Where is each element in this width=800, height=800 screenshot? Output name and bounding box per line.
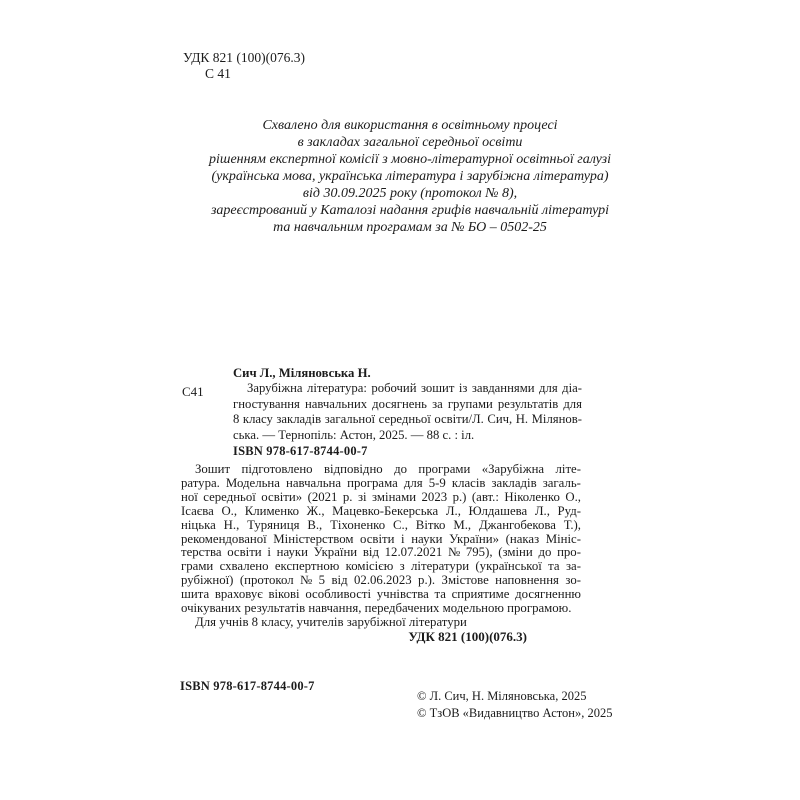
text-line: рекомендованої Міністерством освіти і науки України» (наказ Мініс- bbox=[181, 531, 581, 546]
text-line: грами схвалено експертною комісією з літератури (української та за- bbox=[181, 559, 581, 574]
text-line: ська. — Тернопіль: Астон, 2025. — 88 с. : іл. bbox=[233, 427, 475, 442]
udk-classification-bottom: УДК 821 (100)(076.3) bbox=[408, 629, 527, 644]
text-line: © ТзОВ «Видавництво Астон», 2025 bbox=[417, 705, 613, 720]
isbn-main: ISBN 978-617-8744-00-7 bbox=[233, 444, 368, 458]
biblio-margin-code: С41 bbox=[182, 384, 204, 399]
text-line: ніцька Н., Туряниця В., Тіхоненко С., Вітко М., Джангобекова Т.), bbox=[181, 517, 581, 532]
text-line: © Л. Сич, Н. Міляновська, 2025 bbox=[417, 689, 587, 703]
text-line: (українська мова, українська література і зарубіжна література) bbox=[211, 169, 609, 184]
copyright-block bbox=[417, 688, 613, 721]
text-line: очікуваних результатів навчання, передбачених модельною програмою. bbox=[181, 601, 572, 616]
text-line: ної середньої освіти» (2021 р. зі змінами 2023 р.) (авт.: Ніколенко О., bbox=[181, 489, 581, 504]
text-line: Зошит підготовлено відповідно до програми «Зарубіжна літе- bbox=[195, 462, 581, 476]
annotation-paragraph bbox=[181, 463, 581, 630]
text-line: ратура. Модельна навчальна програма для 5-9 класів закладів загаль- bbox=[181, 475, 581, 490]
text-line: рішенням експертної комісії з мовно-літературної освітньої галузі bbox=[208, 152, 611, 167]
isbn-footer: ISBN 978-617-8744-00-7 bbox=[180, 679, 315, 693]
udk-number: УДК 821 (100)(076.3) bbox=[183, 50, 306, 65]
biblio-description bbox=[233, 381, 582, 443]
approval-notice bbox=[180, 117, 640, 236]
text-line: 8 класу закладів загальної середньої освіти/Л. Сич, Н. Мілянов- bbox=[233, 412, 582, 427]
author-sign-code: С 41 bbox=[205, 66, 231, 81]
text-line: Для учнів 8 класу, учителів зарубіжної літератури bbox=[195, 614, 467, 629]
text-line: терства освіти і науки України від 12.07.2021 № 795), (зміни до про- bbox=[181, 545, 581, 560]
text-line: шита враховує вікові особливості учнівства та сприятиме досягненню bbox=[181, 587, 581, 602]
text-line: в закладах загальної середньої освіти bbox=[297, 135, 523, 150]
bibliographic-record bbox=[233, 366, 582, 443]
text-line: та навчальним програмам за № БО – 0502-25 bbox=[273, 220, 547, 235]
biblio-authors: Сич Л., Міляновська Н. bbox=[233, 366, 371, 380]
text-line: від 30.09.2025 року (протокол № 8), bbox=[302, 186, 518, 201]
udk-classification-top bbox=[183, 50, 305, 82]
text-line: гностування навчальних досягнень за групами результатів для bbox=[233, 396, 582, 411]
text-line: зареєстрований у Каталозі надання грифів навчальній літературі bbox=[210, 203, 610, 218]
text-line: рубіжної) (протокол № 5 від 02.06.2023 р.). Змістове наповнення зо- bbox=[181, 573, 581, 588]
text-line: Схвалено для використання в освітньому процесі bbox=[262, 118, 558, 133]
text-line: Зарубіжна література: робочий зошит із завданнями для діа- bbox=[247, 381, 582, 396]
text-line: Ісаєва О., Клименко Ж., Мацевко-Бекерська Л., Юлдашева Л., Руд- bbox=[181, 503, 581, 518]
